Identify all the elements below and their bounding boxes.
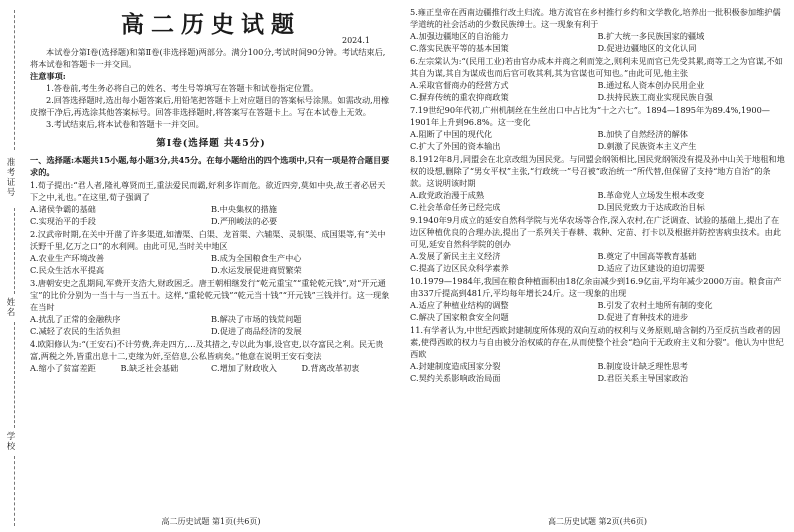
question-stem: 6.左宗棠认为:“(民用工业)若由官办成本并商之利而笼之,则利未见而官已先受其累,商等工之为官谋,不如其自为谋,其自为谋成也而后官可收其利,其为官谋也可知也。”由此可见,他主张 (410, 56, 783, 78)
question-stem: 5.雍正皇帝在西南边疆推行改土归流。地方流官在乡村推行乡约和文学教化,培养出一批积极参加维护儒学道统的社会活动的少数民族绅士。这一现象有利于 (410, 7, 781, 29)
binding-gutter (0, 0, 22, 532)
question-item (30, 228, 392, 276)
answer-option: A.封建制度造成国家分裂 (410, 361, 501, 371)
section-intro: 一、选择题:本题共15小题,每小题3分,共45分。在每小题给出的四个选项中,只有一项是符合题目要求的。 (30, 155, 390, 177)
question-stem: 2.汉武帝时期,在关中开凿了许多渠道,如漕渠、白渠、龙首渠、六辅渠、灵轵渠、成国渠等,有“关中沃野千里,亿万之口”的水利网。由此可见,当时关中地区 (30, 229, 386, 251)
question-item (410, 214, 785, 274)
answer-option: C.契约关系影响政治局面 (410, 373, 501, 383)
option-group (410, 79, 785, 103)
page-footer: 高二历史试题 第1页(共6页) (161, 517, 261, 526)
question-item (410, 153, 785, 213)
page-footer: 高二历史试题 第2页(共6页) (548, 517, 647, 526)
question-stem: 9.1940年9月成立的延安自然科学院与光华农场等合作,深入农村,在广泛调查、试验的基础上,提出了在边区种植优良的合理办法,提出了一系列关于春耕、栽种、定苗、打卡以及根据并防控害病虫技术。由此可见,延安自然科学院的创办 (410, 215, 782, 249)
answer-option: A.缩小了贫富差距 (30, 363, 96, 373)
question-list (30, 179, 392, 374)
answer-option: C.实现治平的手段 (30, 216, 96, 226)
question-item (30, 338, 392, 374)
option-group (410, 30, 785, 54)
answer-option: A.政党政治漫于成熟 (410, 190, 485, 200)
question-item (410, 6, 785, 54)
option-group (410, 189, 785, 213)
question-stem: 10.1979—1984年,我国在粮食种植面积由18亿余亩减少到16.9亿亩,平均年减少2000万亩。粮食亩产由337斤提高到481斤,平均每年增长24斤。这一现象的出现 (410, 276, 782, 298)
answer-option: D.水运发展促进商贸繁荣 (211, 265, 302, 275)
answer-option: D.促进了商品经济的发展 (211, 326, 302, 336)
answer-option: B.制度设计缺乏理性思考 (597, 361, 688, 371)
gutter-label-school: 学校 (6, 432, 16, 452)
answer-option: B.奠定了中国高等教育基础 (597, 251, 697, 261)
option-group (30, 313, 392, 337)
answer-option: A.诸侯争霸的基础 (30, 204, 96, 214)
question-item (410, 275, 785, 323)
gutter-label-name: 姓名 (6, 298, 16, 318)
answer-option: B.中央集权的措施 (211, 204, 277, 214)
option-group (410, 299, 785, 323)
option-group (410, 128, 785, 152)
option-group (410, 250, 785, 274)
question-item (30, 277, 392, 337)
answer-option: B.引发了农村土地所有制的变化 (597, 300, 713, 310)
answer-option: D.君臣关系主导国家政治 (597, 373, 689, 383)
question-item (30, 179, 392, 227)
answer-option: D.促进边疆地区的文化认同 (597, 43, 697, 53)
answer-option: D.国民党致力于达成政治目标 (597, 202, 705, 212)
answer-option: C.减轻了农民的生活负担 (30, 326, 121, 336)
answer-option: C.扩大了外国的资本输出 (410, 141, 501, 151)
answer-option: B.加快了自然经济的解体 (597, 129, 688, 139)
answer-option: B.通过私人资本创办民用企业 (597, 80, 705, 90)
answer-option: A.发展了新民主主义经济 (410, 251, 501, 261)
exam-page-2 (410, 0, 785, 532)
question-item (410, 55, 785, 103)
answer-option: C.社会革命任务已经完成 (410, 202, 501, 212)
answer-option: A.适应了种植业结构的调整 (410, 300, 509, 310)
instruction-paragraph: 3.考试结束后,将本试卷和答题卡一并交回。 (46, 119, 204, 129)
option-group (30, 203, 392, 227)
answer-option: A.加强边疆地区的自治能力 (410, 31, 509, 41)
question-item (410, 104, 785, 152)
section-title: 第Ⅰ卷(选择题 共45分) (156, 138, 266, 149)
answer-option: B.成为全国粮食生产中心 (211, 253, 302, 263)
exam-page-1 (30, 0, 392, 532)
answer-option: A.农业生产环境改善 (30, 253, 105, 263)
answer-option: D.促进了育种技术的进步 (597, 312, 689, 322)
answer-option: C.摒弃传统的重农抑商政策 (410, 92, 509, 102)
answer-option: C.提高了边区民众科学素养 (410, 263, 509, 273)
answer-option: A.阻断了中国的现代化 (410, 129, 493, 139)
option-group (30, 252, 392, 276)
answer-option: C.民众生活水平提高 (30, 265, 105, 275)
question-stem: 11.有学者认为,中世纪西欧封建制度所体现的双向互动的权利与义务原则,暗含制约乃至反抗当政者的因素,使得西欧的权力与自由被分治权威的存在,从而使整个社会“趋向于无政府主义和分裂”。他认为中世纪西欧 (410, 325, 784, 359)
gutter-label-exam-id: 准考证号 (6, 158, 16, 198)
instruction-heading: 注意事项: (30, 71, 66, 81)
answer-option: A.采取官督商办的经营方式 (410, 80, 509, 90)
answer-option: B.解决了市场的钱荒问题 (211, 314, 302, 324)
question-list (410, 6, 785, 384)
answer-option: C.解决了国家粮食安全问题 (410, 312, 509, 322)
exam-title-text: 高二历史试题 (121, 11, 301, 38)
exam-title (30, 10, 392, 45)
answer-option: D.扶持民族工商业实现民族自强 (597, 92, 713, 102)
answer-option: C.落实民族平等的基本国策 (410, 43, 509, 53)
question-stem: 4.欧阳修认为:“(王安石)不计劳费,奔走四方,…及其措之,专以此为事,设官吏,以夺富民之利。民无贵富,两税之外,皆重出息十二,吏缘为奸,至倍息,公私皆病矣。”他意在说明王安石变法 (30, 339, 384, 361)
answer-option: B.革命党人立场发生根本改变 (597, 190, 705, 200)
question-stem: 1.荀子提出:“君人者,隆礼尊贤而王,重法爱民而霸,好利多诈而危。欲近四旁,莫如中央,故王者必居天下之中,礼也。”在这里,荀子强调了 (30, 180, 386, 202)
seal-line (14, 208, 15, 294)
seal-line (14, 322, 15, 428)
answer-option: D.刺激了民族资本主义产生 (597, 141, 697, 151)
question-item (410, 324, 785, 384)
question-stem: 7.19世纪90年代初,广州机制丝在生丝出口中占比为“十之六七”。1894—1895年为89.4%,1900—1901年上升到96.8%。这一变化 (410, 105, 770, 127)
answer-option: C.增加了财政收入 (211, 363, 277, 373)
exam-date: 2024.1 (342, 36, 370, 45)
question-stem: 3.唐朝安史之乱期间,军费开支浩大,财政困乏。唐王朝相继发行“乾元重宝”“重轮乾元钱”,对“开元通宝”的比价分别为一当十与一当五十。这样,“重轮乾元钱”“乾元当十钱”“开元钱”三钱并行。这一现象在当时 (30, 278, 390, 312)
answer-option: D.适应了边区建设的迫切需要 (597, 263, 705, 273)
instructions (30, 46, 392, 130)
seal-line (14, 10, 15, 150)
instruction-paragraph: 2.回答选择题时,选出每小题答案后,用铅笔把答题卡上对应题目的答案标号涂黑。如需改动,用橡皮擦干净后,再选涂其他答案标号。回答非选择题时,将答案写在答题卡上。写在本试卷上无效。 (30, 95, 390, 117)
seal-line (14, 456, 15, 526)
question-stem: 8.1912年8月,同盟会在北京改组为国民党。与同盟会纲领相比,国民党纲领没有提及孙中山关于地租和地权的设想,删除了“男女平权”主张,“行政统一”号召被“政治统一”所代替,但保留了支持“地方自治”的条款。这说明该时期 (410, 154, 785, 188)
answer-option: D.背离改革初衷 (301, 363, 360, 373)
instruction-paragraph: 本试卷分第Ⅰ卷(选择题)和第Ⅱ卷(非选择题)两部分。满分100分,考试时间90分钟。考试结束后,将本试卷和答题卡一并交回。 (30, 47, 386, 69)
option-group (30, 362, 392, 374)
answer-option: A.扰乱了正常的金融秩序 (30, 314, 121, 324)
answer-option: B.扩大统一多民族国家的疆域 (597, 31, 705, 41)
option-group (410, 360, 785, 384)
answer-option: B.缺乏社会基础 (120, 363, 179, 373)
answer-option: D.严刑峻法的必要 (211, 216, 278, 226)
instruction-paragraph: 1.答卷前,考生务必将自己的姓名、考生号等填写在答题卡和试卷指定位置。 (46, 83, 319, 93)
